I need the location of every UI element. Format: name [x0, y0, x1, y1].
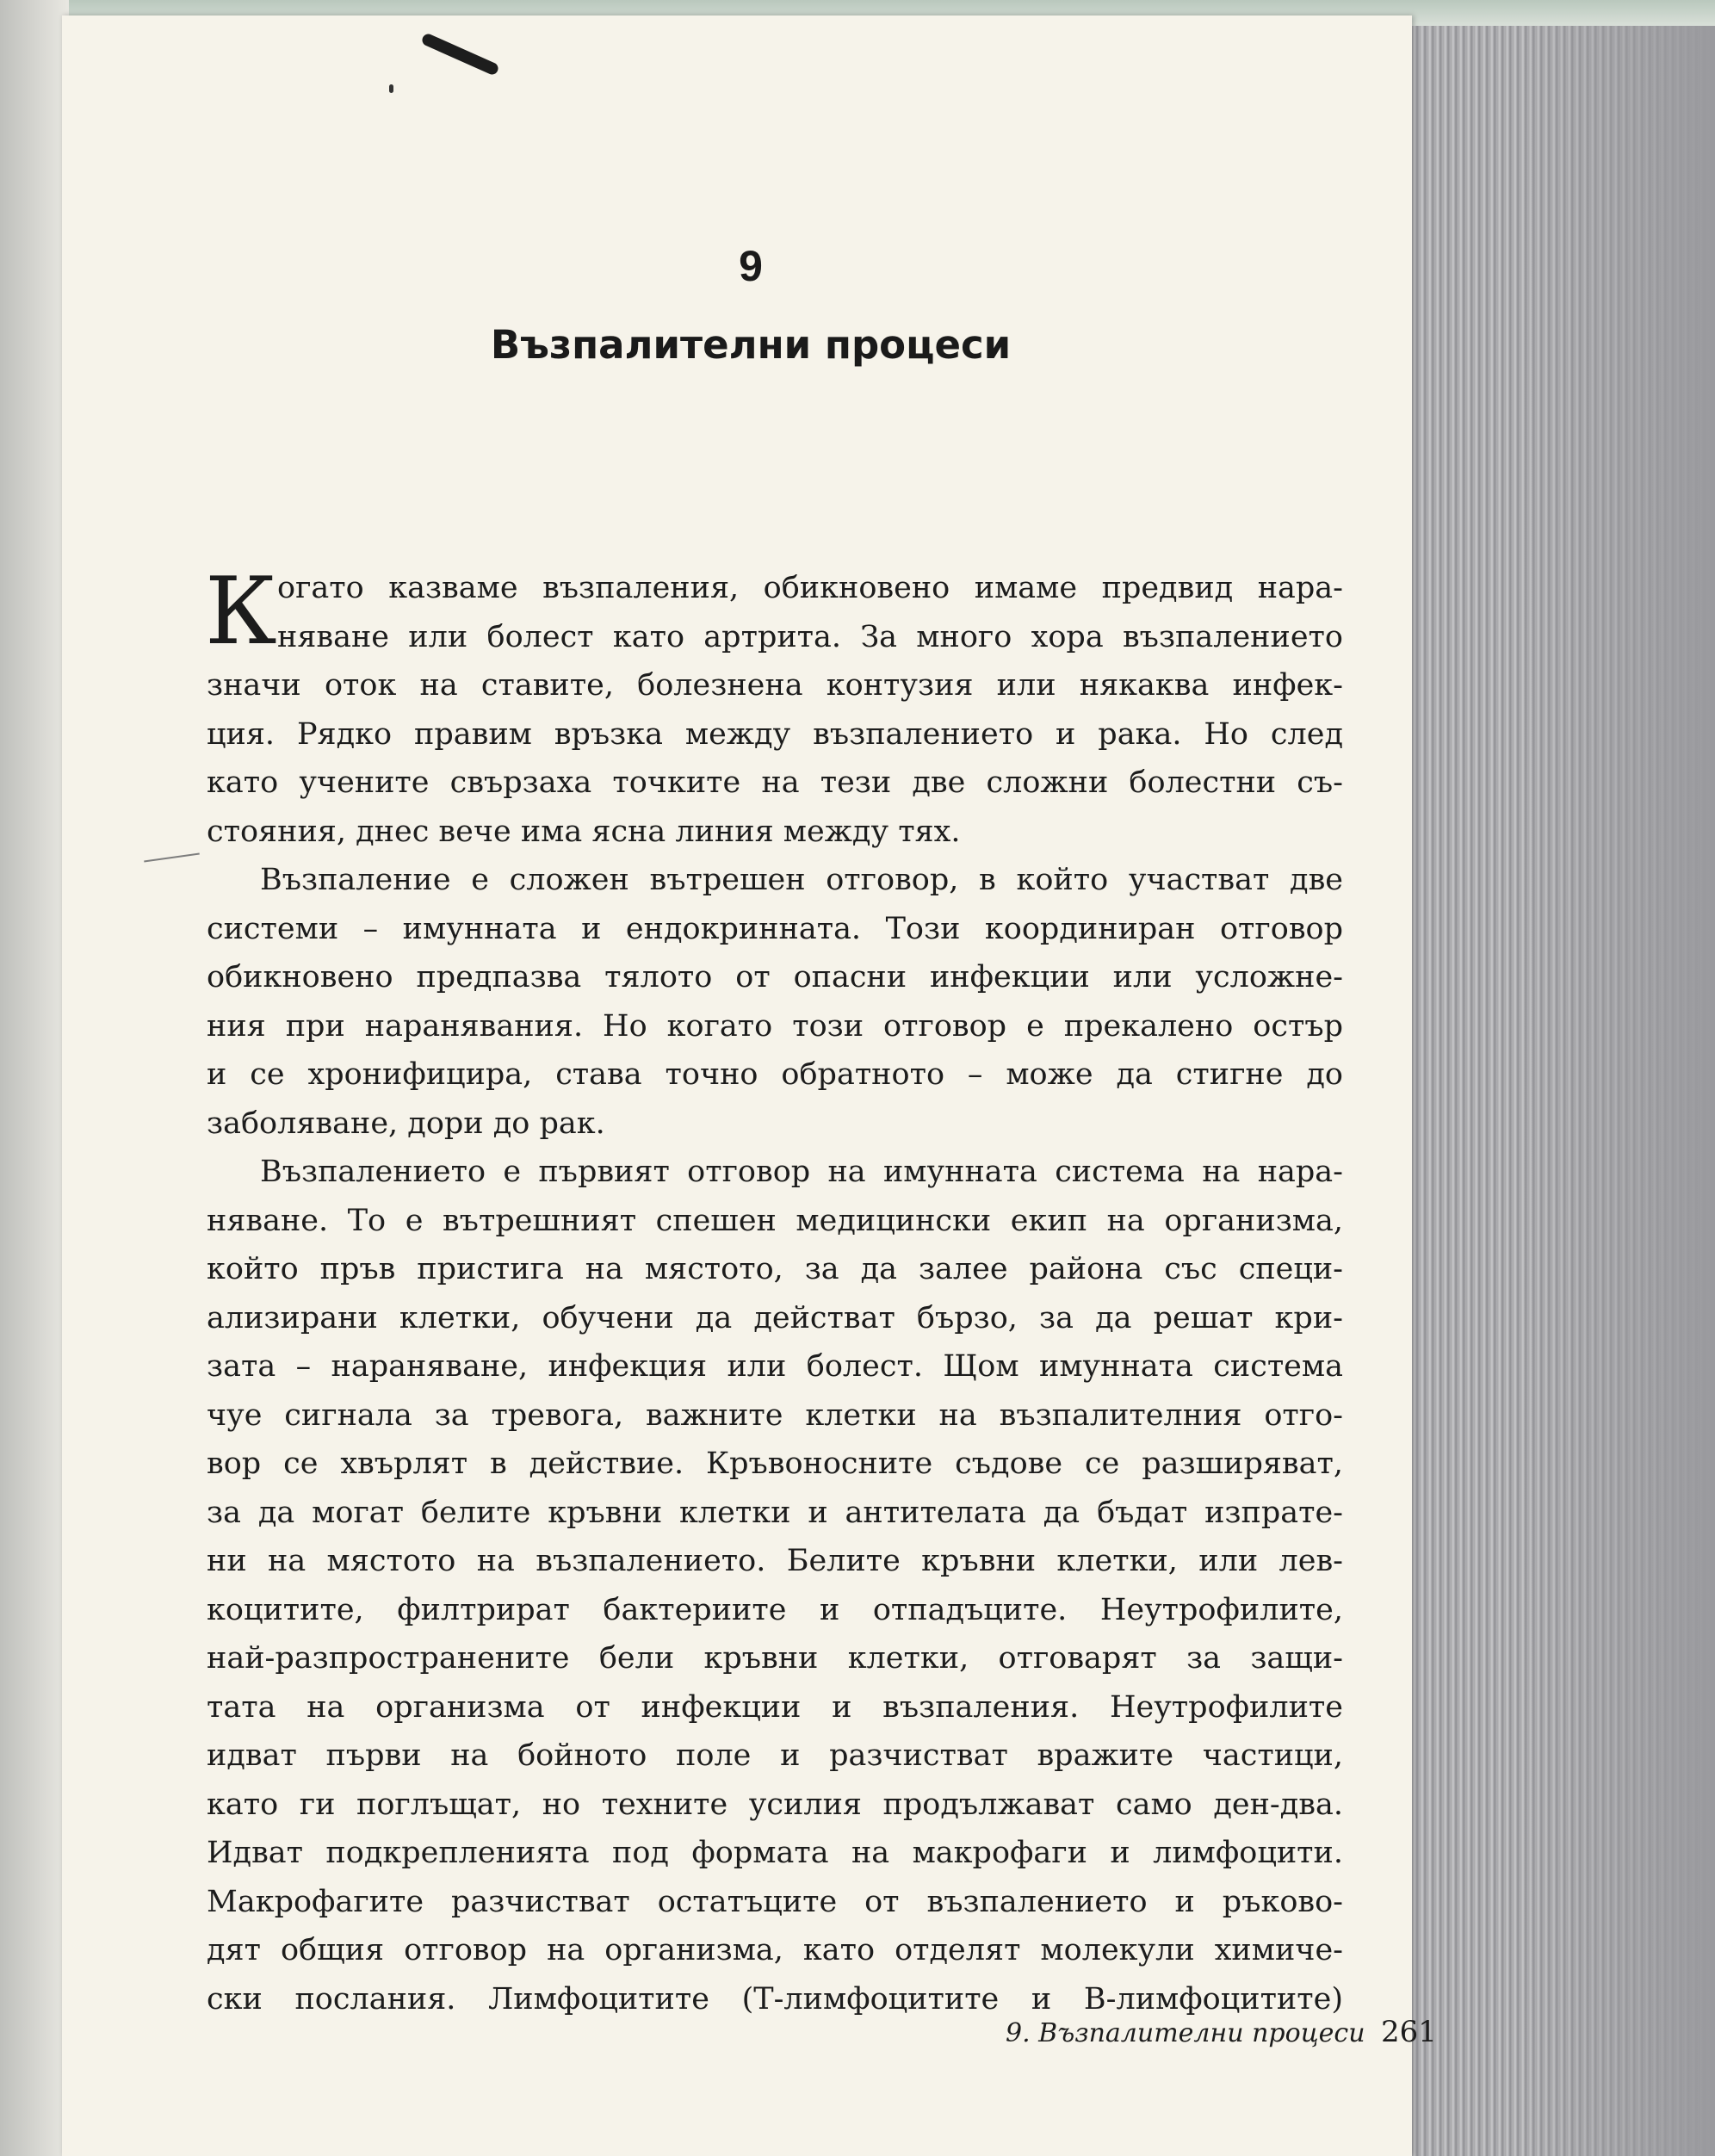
text-line: няване или болест като артрита. За много хора възпалението: [277, 619, 1343, 654]
text-line: ализирани клетки, обучени да действат бързо, за да решат кри-: [207, 1300, 1343, 1335]
text-line: като ги поглъщат, но техните усилия продължават само ден-два.: [207, 1787, 1343, 1822]
text-line: и се хронифицира, става точно обратното – може да стигне до: [207, 1057, 1343, 1092]
text-line: заболяване, дори до рак.: [207, 1106, 605, 1141]
text-line: Възпалението е първият отговор на имунната система на нара-: [260, 1155, 1343, 1189]
text-line: който пръв пристига на мястото, за да залее района със специ-: [207, 1252, 1343, 1286]
text-line: огато казваме възпаления, обикновено имаме предвид нара-: [277, 571, 1343, 605]
book-page-edges-shadow: [1515, 26, 1715, 2156]
text-line: системи – имунната и ендокринната. Този координиран отговор: [207, 911, 1343, 946]
text-line: Възпаление е сложен вътрешен отговор, в който участват две: [260, 863, 1343, 897]
text-line: зата – нараняване, инфекция или болест. Щом имунната система: [207, 1349, 1343, 1384]
body-text: [205, 558, 1343, 2023]
text-line: Идват подкрепленията под формата на макрофаги и лимфоцити.: [207, 1836, 1343, 1870]
book-page: [62, 15, 1437, 2156]
page-number: 261: [1381, 2015, 1437, 2049]
text-line: чуе сигнала за тревога, важните клетки на възпалителния отго-: [207, 1397, 1343, 1433]
text-line: идват първи на бойното поле и разчистват вражите частици,: [207, 1738, 1343, 1773]
text-line: обикновено предпазва тялото от опасни инфекции или усложне-: [207, 960, 1343, 994]
text-line: ция. Рядко правим връзка между възпалението и рака. Но след: [207, 716, 1343, 752]
text-line: вор се хвърлят в действие. Кръвоносните съдове се разширяват,: [207, 1447, 1343, 1481]
text-line: за да могат белите кръвни клетки и антителата да бъдат изпрате-: [207, 1495, 1343, 1530]
drop-cap: К: [205, 558, 277, 666]
chapter-number: 9: [739, 242, 763, 290]
text-line: ни на мястото на възпалението. Белите кръвни клетки, или лев-: [207, 1544, 1343, 1578]
text-line: няване. То е вътрешният спешен медицински екип на организма,: [207, 1203, 1343, 1238]
text-line: дят общия отговор на организма, като отделят молекули химиче-: [207, 1933, 1343, 1967]
margin-pencil-tick: [144, 852, 200, 862]
text-line: Макрофагите разчистват остатъците от възпалението и ръково-: [207, 1884, 1343, 1919]
text-line: най-разпространените бели кръвни клетки, отговарят за защи-: [207, 1641, 1343, 1676]
running-head: 9. Възпалителни процеси: [1006, 2018, 1365, 2048]
text-line: като учените свързаха точките на тези две сложни болестни съ-: [207, 765, 1343, 800]
text-line: коцитите, филтрират бактериите и отпадъците. Неутрофилите,: [207, 1592, 1343, 1627]
chapter-title: Възпалителни процеси: [490, 322, 1012, 368]
scan-background-left: [0, 0, 69, 2156]
text-line: тата на организма от инфекции и възпаления. Неутрофилите: [207, 1689, 1343, 1725]
text-line: ния при наранявания. Но когато този отговор е прекалено остър: [207, 1008, 1343, 1044]
pen-mark: [420, 32, 499, 76]
text-line: стояния, днес вече има ясна линия между тях.: [207, 814, 961, 849]
pen-dot: [389, 84, 393, 93]
text-line: значи оток на ставите, болезнена контузия или някаква инфек-: [207, 668, 1343, 703]
text-line: ски послания. Лимфоцитите (Т-лимфоцитите и В-лимфоцитите): [207, 1981, 1343, 2017]
